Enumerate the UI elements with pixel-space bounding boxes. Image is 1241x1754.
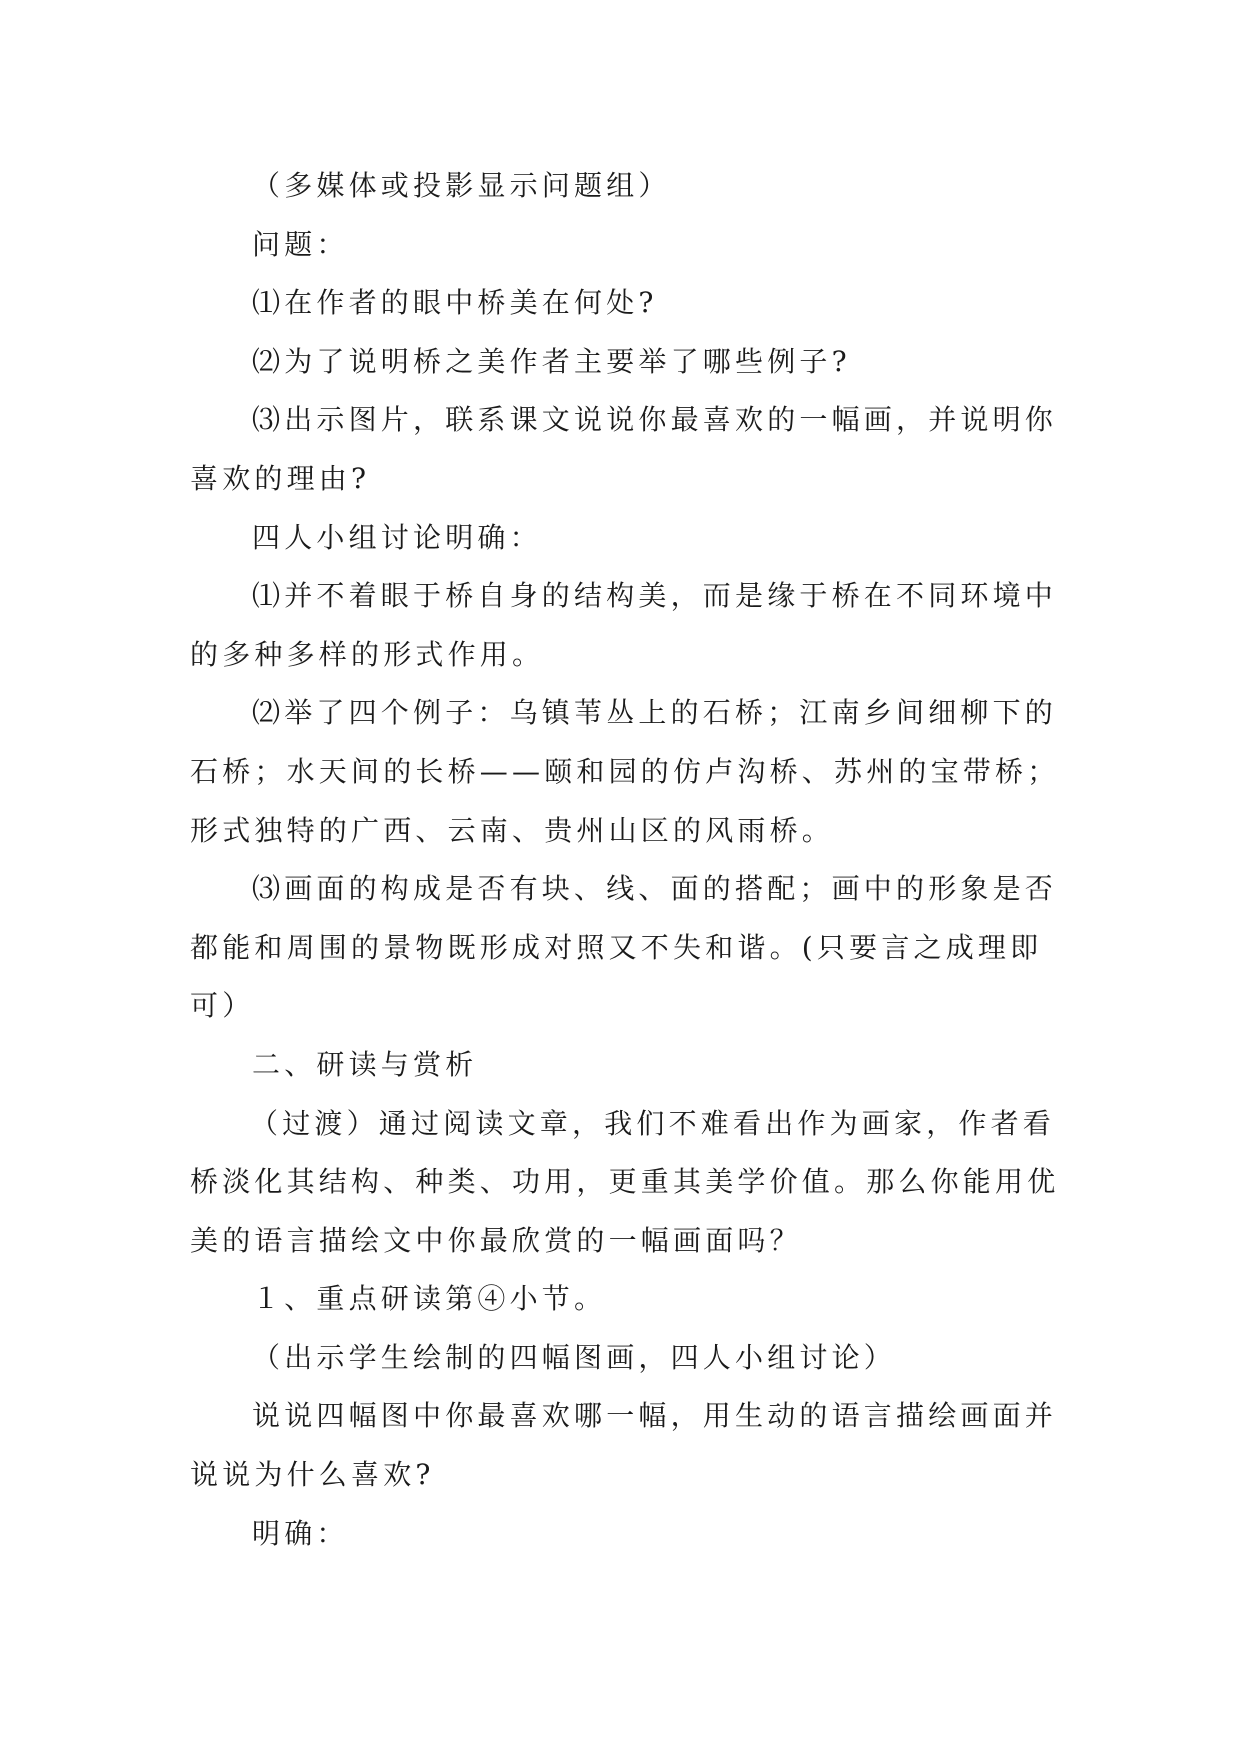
paragraph-answer-3: ⑶画面的构成是否有块、线、面的搭配；画中的形象是否都能和周围的景物既形成对照又不失和谐。(只要言之成理即可） <box>190 872 1058 1023</box>
paragraph-questions-heading: 问题： <box>252 227 349 261</box>
paragraph-prompt: （多媒体或投影显示问题组） <box>252 169 671 202</box>
paragraph-answer-1: ⑴并不着眼于桥自身的结构美，而是缘于桥在不同环境中的多种多样的形式作用。 <box>190 579 1058 671</box>
paragraph-transition: （过渡）通过阅读文章，我们不难看出作为画家，作者看桥淡化其结构、种类、功用，更重其美学价值。那么你能用优美的语言描绘文中你最欣赏的一幅画面吗？ <box>190 1106 1060 1257</box>
section-heading-study: 二、研读与赏析 <box>252 1047 478 1081</box>
paragraph-question-3: ⑶出示图片，联系课文说说你最喜欢的一幅画，并说明你喜欢的理由? <box>190 403 1058 495</box>
paragraph-focus-section: １、重点研读第④小节。 <box>252 1282 607 1316</box>
paragraph-clarify: 明确： <box>252 1516 349 1550</box>
paragraph-question-2: ⑵为了说明桥之美作者主要举了哪些例子? <box>252 344 851 378</box>
paragraph-show-drawings: （出示学生绘制的四幅图画，四人小组讨论） <box>252 1340 897 1374</box>
paragraph-discussion-heading: 四人小组讨论明确： <box>252 520 542 554</box>
paragraph-question-1: ⑴在作者的眼中桥美在何处? <box>252 286 658 320</box>
paragraph-answer-2: ⑵举了四个例子：乌镇苇丛上的石桥；江南乡间细柳下的石桥；水天间的长桥——颐和园的仿卢沟桥、苏州的宝带桥；形式独特的广西、云南、贵州山区的风雨桥。 <box>190 696 1060 847</box>
paragraph-describe-task: 说说四幅图中你最喜欢哪一幅，用生动的语言描绘画面并说说为什么喜欢? <box>190 1399 1058 1492</box>
document-body <box>190 157 1060 1563</box>
